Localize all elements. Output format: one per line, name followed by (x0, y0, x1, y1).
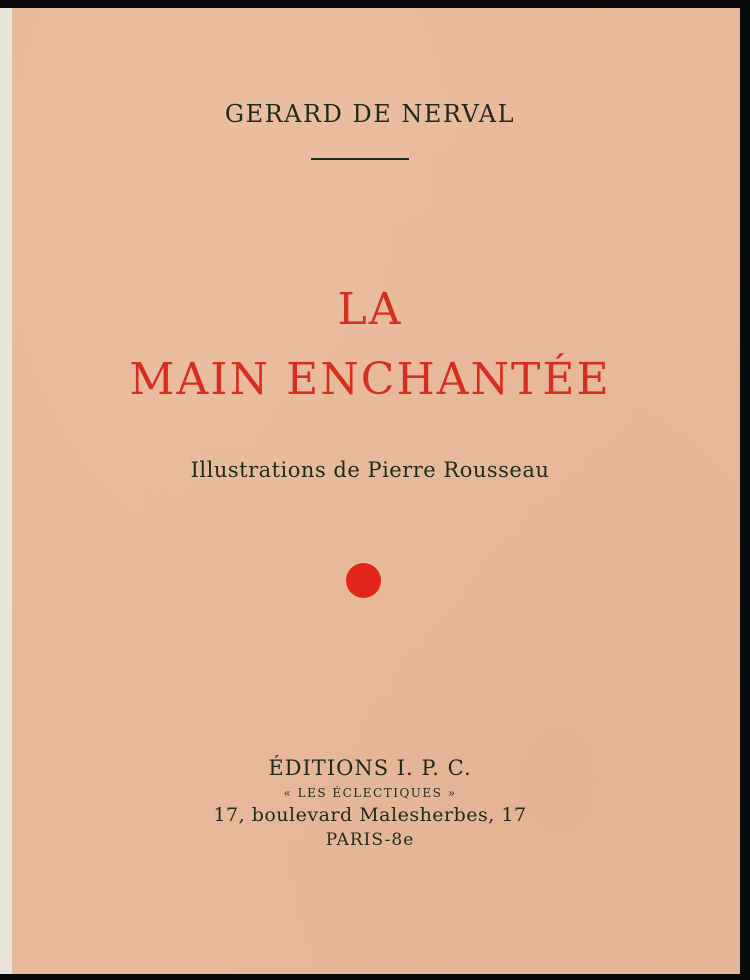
title-line-1: LA (337, 284, 403, 335)
author-rule (311, 158, 409, 160)
red-dot-ornament (346, 563, 381, 598)
publisher-address: 17, boulevard Malesherbes, 17 (213, 804, 527, 826)
publisher-name: ÉDITIONS I. P. C. (268, 756, 472, 780)
series-name: « LES ÉCLECTIQUES » (283, 786, 457, 800)
illustrations-credit: Illustrations de Pierre Rousseau (190, 458, 550, 482)
title-page (12, 8, 740, 974)
title-line-2: MAIN ENCHANTÉE (129, 354, 611, 405)
spine-edge (0, 8, 12, 974)
publisher-city: PARIS-8e (325, 830, 415, 850)
author-name: GERARD DE NERVAL (224, 100, 516, 128)
